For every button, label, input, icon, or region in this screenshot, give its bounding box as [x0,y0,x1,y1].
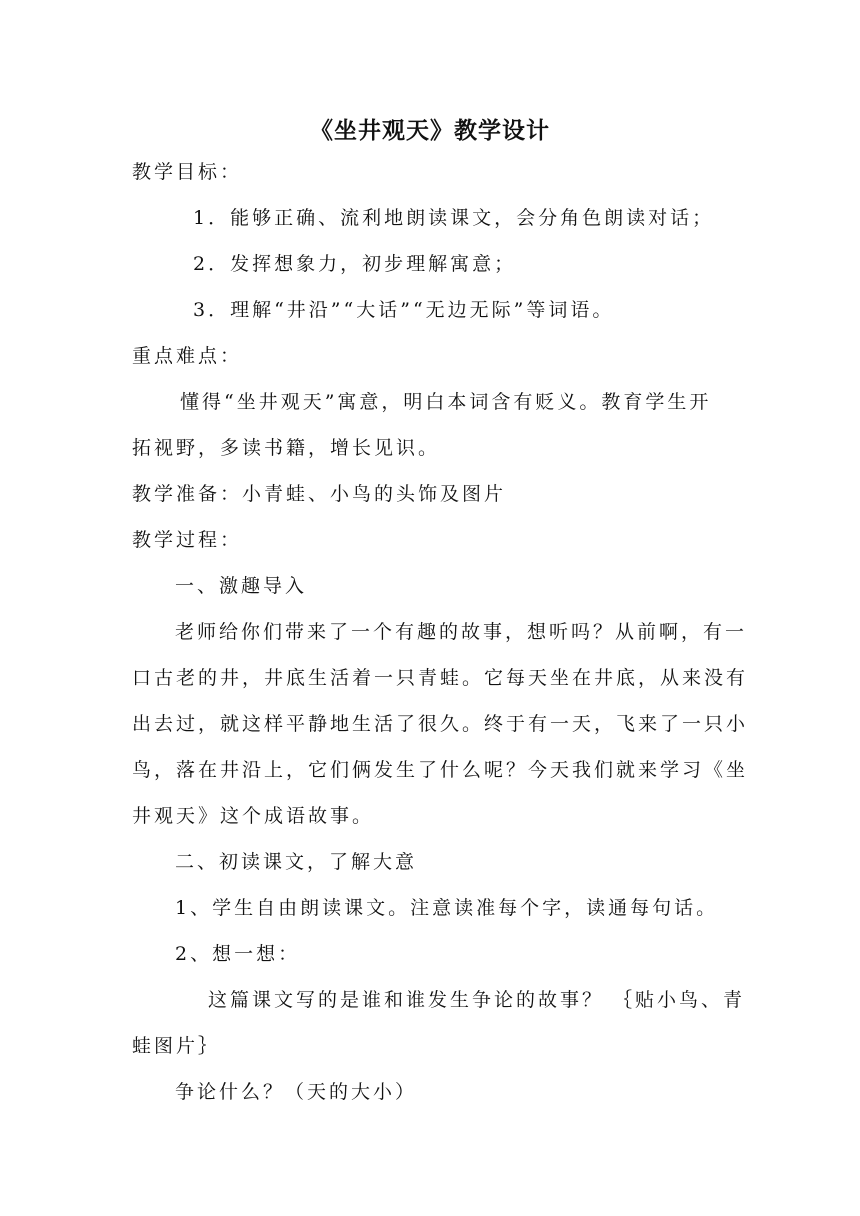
paragraph-line: 井观天》这个成语故事。 [132,805,375,827]
section-heading: 二、初读课文，了解大意 [175,851,418,873]
list-item: 2、想一想： [175,943,301,965]
paragraph-line: 口古老的井，井底生活着一只青蛙。它每天坐在井底，从来没有 [132,667,749,689]
goal-item: 1．能够正确、流利地朗读课文，会分角色朗读对话； [193,207,715,229]
question-line: 这篇课文写的是谁和谁发生争论的故事？ ｛贴小鸟、青 [208,989,746,1011]
paragraph-line: 出去过，就这样平静地生活了很久。终于有一天，飞来了一只小 [132,713,749,735]
goals-heading: 教学目标： [132,161,243,183]
key-heading: 重点难点： [132,345,243,367]
process-heading: 教学过程： [132,529,243,551]
paragraph-line: 老师给你们带来了一个有趣的故事，想听吗？从前啊，有一 [175,621,748,643]
paragraph-line: 鸟，落在井沿上，它们俩发生了什么呢？今天我们就来学习《坐 [132,759,749,781]
question-line: 争论什么？（天的大小） [175,1081,418,1103]
document-title: 《坐井观天》教学设计 [310,118,550,144]
section-heading: 一、激趣导入 [175,575,308,597]
key-paragraph-line: 拓视野，多读书籍，增长见识。 [132,437,441,459]
goal-item: 3．理解“井沿”“大话”“无边无际”等词语。 [193,299,615,321]
goal-item: 2．发挥想象力，初步理解寓意； [193,253,517,275]
list-item: 1、学生自由朗读课文。注意读准每个字，读通每句话。 [175,897,719,919]
question-line: 蛙图片｝ [132,1035,221,1057]
preparation-line: 教学准备：小青蛙、小鸟的头饰及图片 [132,483,507,505]
key-paragraph-line: 懂得“坐井观天”寓意，明白本词含有贬义。教育学生开 [180,391,712,413]
